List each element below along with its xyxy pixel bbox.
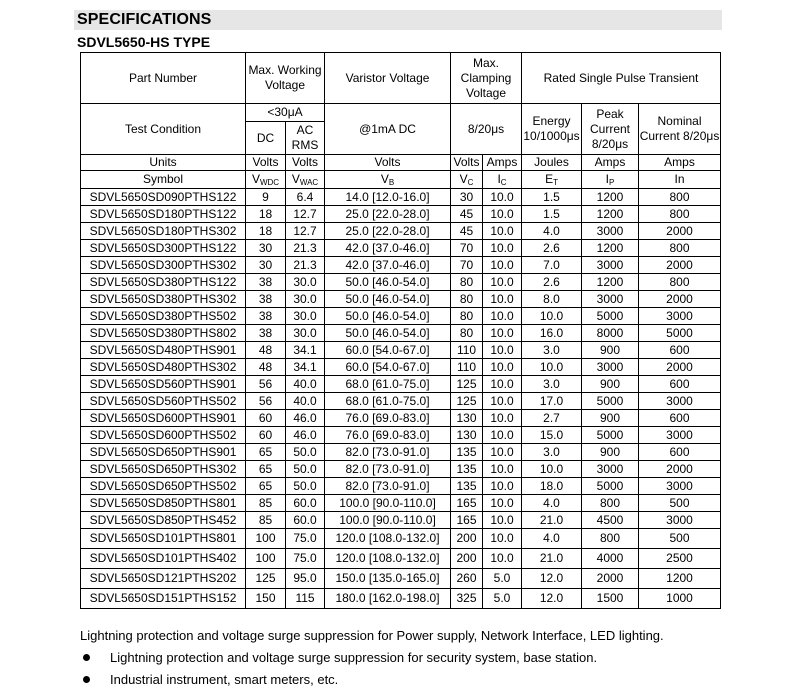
table-cell: 7.0 xyxy=(522,257,582,274)
table-cell: 75.0 xyxy=(286,549,325,569)
table-row xyxy=(81,549,721,569)
table-row xyxy=(81,257,721,274)
part-number-cell: SDVL5650SD650PTHS302 xyxy=(81,461,246,478)
table-cell: 3000 xyxy=(582,359,639,376)
table-cell: 100.0 [90.0-110.0] xyxy=(325,512,451,529)
table-cell: 800 xyxy=(639,189,721,206)
bullet-text: Industrial instrument, smart meters, etc. xyxy=(110,672,339,687)
table-cell: 3000 xyxy=(582,257,639,274)
table-cell: 10.0 xyxy=(522,461,582,478)
table-cell: 60 xyxy=(246,427,286,444)
table-cell: 10.0 xyxy=(483,427,522,444)
part-number-cell: SDVL5650SD380PTHS502 xyxy=(81,308,246,325)
application-note: Lightning protection and voltage surge suppression for Power supply, Network Interface, LED lighting. xyxy=(80,628,664,643)
header-dc: DC xyxy=(246,122,286,155)
table-cell: 800 xyxy=(639,240,721,257)
application-bullet-list xyxy=(80,650,597,694)
table-cell: 38 xyxy=(246,291,286,308)
table-cell: 9 xyxy=(246,189,286,206)
table-cell: 12.0 xyxy=(522,569,582,589)
table-cell: 3.0 xyxy=(522,444,582,461)
table-cell: 5000 xyxy=(582,308,639,325)
table-cell: 60.0 [54.0-67.0] xyxy=(325,359,451,376)
table-cell: 15.0 xyxy=(522,427,582,444)
table-cell: 50.0 [46.0-54.0] xyxy=(325,325,451,342)
table-cell: 85 xyxy=(246,512,286,529)
part-number-cell: SDVL5650SD121PTHS202 xyxy=(81,569,246,589)
table-cell: 10.0 xyxy=(483,410,522,427)
table-cell: 21.3 xyxy=(286,257,325,274)
table-cell: 1200 xyxy=(639,569,721,589)
table-cell: 30.0 xyxy=(286,274,325,291)
unit-cell: Joules xyxy=(522,155,582,171)
table-cell: 40.0 xyxy=(286,393,325,410)
table-cell: 10.0 xyxy=(483,223,522,240)
table-cell: 30 xyxy=(246,240,286,257)
table-cell: 48 xyxy=(246,359,286,376)
symbol-subscript: WAC xyxy=(299,177,319,187)
table-cell: 10.0 xyxy=(483,359,522,376)
table-cell: 2500 xyxy=(639,549,721,569)
symbol-main: V xyxy=(251,171,260,186)
table-cell: 1.5 xyxy=(522,189,582,206)
part-number-cell: SDVL5650SD600PTHS502 xyxy=(81,427,246,444)
table-cell: 5.0 xyxy=(483,589,522,609)
table-cell: 68.0 [61.0-75.0] xyxy=(325,376,451,393)
part-number-cell: SDVL5650SD380PTHS802 xyxy=(81,325,246,342)
table-cell: 600 xyxy=(639,342,721,359)
header-rated-single-pulse: Rated Single Pulse Transient xyxy=(522,53,721,104)
symbol-cell xyxy=(246,171,286,189)
symbol-cell xyxy=(522,171,582,189)
part-number-cell: SDVL5650SD560PTHS502 xyxy=(81,393,246,410)
symbol-subscript: C xyxy=(467,177,474,187)
table-cell: 800 xyxy=(639,206,721,223)
table-cell: 12.7 xyxy=(286,206,325,223)
table-cell: 5.0 xyxy=(483,569,522,589)
table-cell: 10.0 xyxy=(483,444,522,461)
header-max-working-voltage: Max. Working Voltage xyxy=(246,53,325,104)
part-number-cell: SDVL5650SD380PTHS302 xyxy=(81,291,246,308)
table-cell: 4.0 xyxy=(522,529,582,549)
table-cell: 900 xyxy=(582,410,639,427)
table-row xyxy=(81,569,721,589)
table-cell: 60.0 [54.0-67.0] xyxy=(325,342,451,359)
table-cell: 38 xyxy=(246,274,286,291)
part-number-cell: SDVL5650SD180PTHS302 xyxy=(81,223,246,240)
table-cell: 4.0 xyxy=(522,495,582,512)
table-cell: 14.0 [12.0-16.0] xyxy=(325,189,451,206)
table-cell: 800 xyxy=(582,495,639,512)
table-cell: 150.0 [135.0-165.0] xyxy=(325,569,451,589)
table-row xyxy=(81,427,721,444)
table-cell: 2000 xyxy=(639,359,721,376)
table-row xyxy=(81,359,721,376)
table-cell: 600 xyxy=(639,376,721,393)
table-cell: 2.7 xyxy=(522,410,582,427)
table-cell: 70 xyxy=(451,257,483,274)
header-varistor-voltage: Varistor Voltage xyxy=(325,53,451,104)
table-cell: 46.0 xyxy=(286,427,325,444)
table-cell: 50.0 xyxy=(286,461,325,478)
table-cell: 50.0 [46.0-54.0] xyxy=(325,274,451,291)
table-row xyxy=(81,589,721,609)
symbol-main: V xyxy=(459,171,468,186)
table-cell: 8.0 xyxy=(522,291,582,308)
table-cell: 21.0 xyxy=(522,549,582,569)
unit-cell: Volts xyxy=(246,155,286,171)
table-row xyxy=(81,342,721,359)
symbol-subscript: C xyxy=(500,177,507,187)
table-cell: 70 xyxy=(451,240,483,257)
table-cell: 4000 xyxy=(582,549,639,569)
symbol-main: I xyxy=(497,171,501,186)
table-cell: 80 xyxy=(451,274,483,291)
table-cell: 180.0 [162.0-198.0] xyxy=(325,589,451,609)
table-cell: 1200 xyxy=(582,240,639,257)
table-cell: 10.0 xyxy=(483,461,522,478)
table-cell: 18 xyxy=(246,223,286,240)
table-cell: 150 xyxy=(246,589,286,609)
table-cell: 130 xyxy=(451,410,483,427)
table-row xyxy=(81,461,721,478)
table-cell: 42.0 [37.0-46.0] xyxy=(325,240,451,257)
part-number-cell: SDVL5650SD560PTHS901 xyxy=(81,376,246,393)
table-cell: 10.0 xyxy=(483,206,522,223)
table-cell: 10.0 xyxy=(483,549,522,569)
table-cell: 1200 xyxy=(582,206,639,223)
table-cell: 25.0 [22.0-28.0] xyxy=(325,206,451,223)
table-cell: 34.1 xyxy=(286,359,325,376)
table-cell: 8000 xyxy=(582,325,639,342)
table-cell: 5000 xyxy=(639,325,721,342)
part-number-cell: SDVL5650SD850PTHS801 xyxy=(81,495,246,512)
table-cell: 1200 xyxy=(582,189,639,206)
table-cell: 30 xyxy=(246,257,286,274)
table-cell: 110 xyxy=(451,342,483,359)
table-cell: 115 xyxy=(286,589,325,609)
table-cell: 65 xyxy=(246,478,286,495)
table-cell: 2000 xyxy=(582,569,639,589)
table-cell: 260 xyxy=(451,569,483,589)
table-cell: 65 xyxy=(246,444,286,461)
table-cell: 10.0 xyxy=(483,189,522,206)
table-cell: 10.0 xyxy=(522,308,582,325)
table-cell: 10.0 xyxy=(483,308,522,325)
header-test-condition: Test Condition xyxy=(81,104,246,155)
table-cell: 2000 xyxy=(639,257,721,274)
symbol-cell xyxy=(286,171,325,189)
part-number-cell: SDVL5650SD101PTHS801 xyxy=(81,529,246,549)
table-cell: 10.0 xyxy=(483,393,522,410)
part-number-cell: SDVL5650SD300PTHS122 xyxy=(81,240,246,257)
table-cell: 3000 xyxy=(639,308,721,325)
table-cell: 50.0 xyxy=(286,478,325,495)
table-row xyxy=(81,495,721,512)
table-cell: 30 xyxy=(451,189,483,206)
symbol-cell xyxy=(451,171,483,189)
table-row xyxy=(81,291,721,308)
table-cell: 500 xyxy=(639,529,721,549)
table-cell: 325 xyxy=(451,589,483,609)
table-cell: 120.0 [108.0-132.0] xyxy=(325,529,451,549)
symbol-main: V xyxy=(291,171,300,186)
table-cell: 3000 xyxy=(639,478,721,495)
table-cell: 82.0 [73.0-91.0] xyxy=(325,444,451,461)
table-cell: 600 xyxy=(639,444,721,461)
table-cell: 800 xyxy=(639,274,721,291)
part-number-cell: SDVL5650SD480PTHS302 xyxy=(81,359,246,376)
table-cell: 125 xyxy=(451,376,483,393)
unit-cell: Volts xyxy=(451,155,483,171)
table-cell: 65 xyxy=(246,461,286,478)
table-cell: 10.0 xyxy=(483,478,522,495)
bullet-text: Lightning protection and voltage surge suppression for security system, base station. xyxy=(110,650,598,665)
table-cell: 10.0 xyxy=(483,342,522,359)
table-cell: 3.0 xyxy=(522,342,582,359)
table-cell: 80 xyxy=(451,325,483,342)
table-cell: 4500 xyxy=(582,512,639,529)
table-cell: 1.5 xyxy=(522,206,582,223)
table-row xyxy=(81,376,721,393)
table-cell: 45 xyxy=(451,223,483,240)
table-row xyxy=(81,393,721,410)
table-cell: 6.4 xyxy=(286,189,325,206)
part-number-cell: SDVL5650SD180PTHS122 xyxy=(81,206,246,223)
header-varistor-condition: @1mA DC xyxy=(325,104,451,155)
table-cell: 48 xyxy=(246,342,286,359)
table-cell: 10.0 xyxy=(483,325,522,342)
header-peak-current: Peak Current 8/20μs xyxy=(582,104,639,155)
header-energy: Energy 10/1000μs xyxy=(522,104,582,155)
part-number-cell: SDVL5650SD650PTHS901 xyxy=(81,444,246,461)
table-cell: 60.0 xyxy=(286,495,325,512)
table-cell: 16.0 xyxy=(522,325,582,342)
unit-cell: Amps xyxy=(582,155,639,171)
symbol-cell xyxy=(325,171,451,189)
part-number-cell: SDVL5650SD090PTHS122 xyxy=(81,189,246,206)
table-cell: 800 xyxy=(582,529,639,549)
unit-cell: Volts xyxy=(325,155,451,171)
table-cell: 3000 xyxy=(639,393,721,410)
table-cell: 56 xyxy=(246,393,286,410)
table-cell: 165 xyxy=(451,512,483,529)
table-cell: 30.0 xyxy=(286,308,325,325)
table-cell: 135 xyxy=(451,461,483,478)
table-cell: 10.0 xyxy=(483,376,522,393)
table-cell: 46.0 xyxy=(286,410,325,427)
header-ac-rms: AC RMS xyxy=(286,122,325,155)
table-cell: 130 xyxy=(451,427,483,444)
table-cell: 12.0 xyxy=(522,589,582,609)
symbol-label: Symbol xyxy=(81,171,246,189)
table-cell: 2000 xyxy=(639,291,721,308)
table-cell: 30.0 xyxy=(286,291,325,308)
part-number-cell: SDVL5650SD480PTHS901 xyxy=(81,342,246,359)
table-cell: 1200 xyxy=(582,274,639,291)
symbol-main: V xyxy=(380,171,389,186)
table-cell: 18 xyxy=(246,206,286,223)
table-row xyxy=(81,410,721,427)
bullet-item xyxy=(80,650,597,672)
bullet-dot-icon xyxy=(83,676,90,683)
units-label: Units xyxy=(81,155,246,171)
table-cell: 95.0 xyxy=(286,569,325,589)
table-cell: 3000 xyxy=(639,512,721,529)
table-cell: 2.6 xyxy=(522,274,582,291)
table-cell: 17.0 xyxy=(522,393,582,410)
table-cell: 2000 xyxy=(639,461,721,478)
table-cell: 100 xyxy=(246,549,286,569)
symbol-subscript: P xyxy=(609,177,615,187)
table-cell: 56 xyxy=(246,376,286,393)
table-cell: 100 xyxy=(246,529,286,549)
symbol-subscript: T xyxy=(553,177,558,187)
unit-cell: Amps xyxy=(639,155,721,171)
table-cell: 40.0 xyxy=(286,376,325,393)
symbol-subscript: WDC xyxy=(259,177,280,187)
table-cell: 2.6 xyxy=(522,240,582,257)
table-cell: 1000 xyxy=(639,589,721,609)
type-title: SDVL5650-HS TYPE xyxy=(77,34,211,50)
table-cell: 68.0 [61.0-75.0] xyxy=(325,393,451,410)
symbol-cell xyxy=(582,171,639,189)
table-cell: 5000 xyxy=(582,478,639,495)
table-cell: 10.0 xyxy=(483,529,522,549)
unit-cell: Amps xyxy=(483,155,522,171)
table-cell: 12.7 xyxy=(286,223,325,240)
table-cell: 3000 xyxy=(639,427,721,444)
table-row xyxy=(81,478,721,495)
table-cell: 3000 xyxy=(582,461,639,478)
table-cell: 10.0 xyxy=(483,274,522,291)
table-cell: 600 xyxy=(639,410,721,427)
bullet-dot-icon xyxy=(83,654,90,661)
table-row xyxy=(81,325,721,342)
table-cell: 125 xyxy=(451,393,483,410)
table-cell: 30.0 xyxy=(286,325,325,342)
table-cell: 82.0 [73.0-91.0] xyxy=(325,478,451,495)
table-row xyxy=(81,529,721,549)
bullet-item xyxy=(80,672,597,694)
table-cell: 4.0 xyxy=(522,223,582,240)
table-cell: 200 xyxy=(451,549,483,569)
table-cell: 42.0 [37.0-46.0] xyxy=(325,257,451,274)
table-cell: 900 xyxy=(582,376,639,393)
part-number-cell: SDVL5650SD600PTHS901 xyxy=(81,410,246,427)
table-cell: 80 xyxy=(451,291,483,308)
symbol-subscript: B xyxy=(388,177,395,187)
header-current-limit: <30μA xyxy=(246,104,325,122)
table-cell: 60 xyxy=(246,410,286,427)
table-cell: 1500 xyxy=(582,589,639,609)
table-cell: 10.0 xyxy=(483,512,522,529)
part-number-cell: SDVL5650SD300PTHS302 xyxy=(81,257,246,274)
table-cell: 60.0 xyxy=(286,512,325,529)
table-cell: 76.0 [69.0-83.0] xyxy=(325,427,451,444)
table-cell: 3000 xyxy=(582,291,639,308)
table-cell: 100.0 [90.0-110.0] xyxy=(325,495,451,512)
table-cell: 165 xyxy=(451,495,483,512)
table-row xyxy=(81,308,721,325)
symbol-cell xyxy=(483,171,522,189)
symbol-main: E xyxy=(545,171,554,186)
header-max-clamping-voltage: Max. Clamping Voltage xyxy=(451,53,522,104)
symbol-main: I xyxy=(605,171,610,186)
table-row xyxy=(81,274,721,291)
table-cell: 76.0 [69.0-83.0] xyxy=(325,410,451,427)
part-number-cell: SDVL5650SD101PTHS402 xyxy=(81,549,246,569)
table-cell: 120.0 [108.0-132.0] xyxy=(325,549,451,569)
symbol-cell xyxy=(639,171,721,189)
table-cell: 50.0 [46.0-54.0] xyxy=(325,291,451,308)
table-row xyxy=(81,512,721,529)
table-row xyxy=(81,206,721,223)
table-cell: 10.0 xyxy=(483,495,522,512)
table-cell: 45 xyxy=(451,206,483,223)
table-cell: 110 xyxy=(451,359,483,376)
table-row xyxy=(81,223,721,240)
table-cell: 82.0 [73.0-91.0] xyxy=(325,461,451,478)
table-cell: 21.0 xyxy=(522,512,582,529)
table-cell: 38 xyxy=(246,325,286,342)
specifications-table xyxy=(80,52,721,609)
table-cell: 34.1 xyxy=(286,342,325,359)
table-cell: 38 xyxy=(246,308,286,325)
table-cell: 125 xyxy=(246,569,286,589)
table-row xyxy=(81,444,721,461)
table-cell: 10.0 xyxy=(483,291,522,308)
table-cell: 50.0 [46.0-54.0] xyxy=(325,308,451,325)
part-number-cell: SDVL5650SD650PTHS502 xyxy=(81,478,246,495)
table-cell: 135 xyxy=(451,478,483,495)
symbol-main: In xyxy=(674,172,685,186)
table-cell: 3000 xyxy=(582,223,639,240)
section-title: SPECIFICATIONS xyxy=(77,11,212,28)
table-cell: 85 xyxy=(246,495,286,512)
part-number-cell: SDVL5650SD380PTHS122 xyxy=(81,274,246,291)
part-number-cell: SDVL5650SD151PTHS152 xyxy=(81,589,246,609)
table-cell: 75.0 xyxy=(286,529,325,549)
table-cell: 10.0 xyxy=(483,240,522,257)
table-cell: 10.0 xyxy=(483,257,522,274)
table-cell: 900 xyxy=(582,342,639,359)
table-row xyxy=(81,189,721,206)
table-row xyxy=(81,240,721,257)
table-cell: 50.0 xyxy=(286,444,325,461)
table-cell: 200 xyxy=(451,529,483,549)
table-cell: 3.0 xyxy=(522,376,582,393)
table-cell: 25.0 [22.0-28.0] xyxy=(325,223,451,240)
header-clamping-condition: 8/20μs xyxy=(451,104,522,155)
table-cell: 5000 xyxy=(582,393,639,410)
table-cell: 2000 xyxy=(639,223,721,240)
table-cell: 135 xyxy=(451,444,483,461)
table-cell: 18.0 xyxy=(522,478,582,495)
table-cell: 5000 xyxy=(582,427,639,444)
header-part-number: Part Number xyxy=(81,53,246,104)
unit-cell: Volts xyxy=(286,155,325,171)
part-number-cell: SDVL5650SD850PTHS452 xyxy=(81,512,246,529)
table-cell: 21.3 xyxy=(286,240,325,257)
table-cell: 900 xyxy=(582,444,639,461)
table-cell: 10.0 xyxy=(522,359,582,376)
table-cell: 80 xyxy=(451,308,483,325)
header-nominal-current: Nominal Current 8/20μs xyxy=(639,104,721,155)
table-cell: 500 xyxy=(639,495,721,512)
